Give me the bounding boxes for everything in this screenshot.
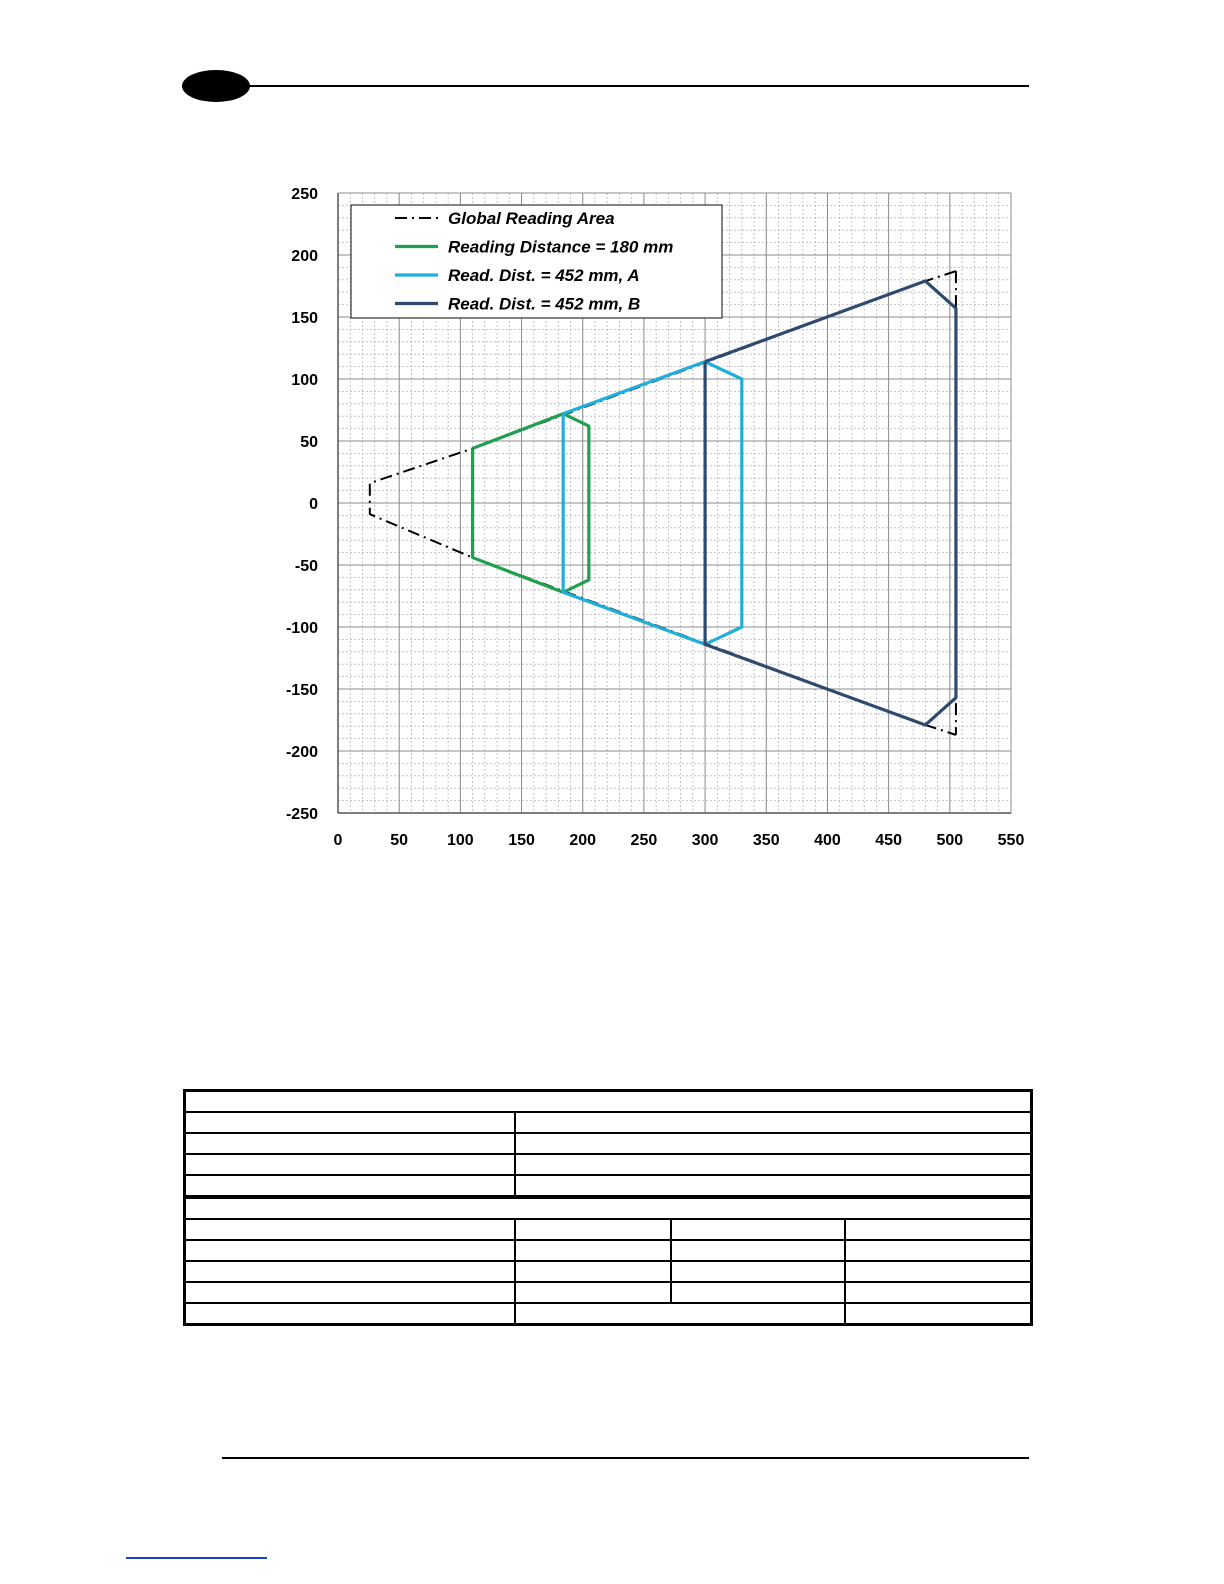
specifications-table [183,1089,1033,1326]
legend-label: Reading Distance = 180 mm [448,237,674,257]
table-cell [515,1261,671,1282]
x-tick-label: 400 [814,832,841,849]
table-cell [671,1282,845,1303]
table-row [185,1112,1032,1133]
table-cell [185,1303,515,1325]
x-tick-label: 450 [875,832,902,849]
y-tick-label: 0 [309,496,318,513]
y-tick-label: -250 [285,806,318,823]
y-tick-label: -100 [285,620,318,637]
table-row [185,1091,1032,1113]
table-cell [845,1219,1032,1240]
table-cell [515,1112,1032,1133]
table-row [185,1303,1032,1325]
footer-rule [222,1457,1029,1459]
table-cell [185,1240,515,1261]
table-row [185,1282,1032,1303]
y-tick-label: 50 [300,434,318,451]
table-cell [185,1133,515,1154]
table-cell [845,1261,1032,1282]
table-cell [845,1282,1032,1303]
x-tick-label: 50 [390,832,409,849]
table-cell [515,1240,671,1261]
table-cell [515,1303,845,1325]
x-tick-label: 550 [997,832,1025,849]
y-tick-label: 250 [291,186,318,203]
y-tick-label: 100 [291,372,318,389]
table-row [185,1154,1032,1175]
x-tick-label: 150 [508,832,535,849]
footer-link-underline[interactable] [126,1557,267,1559]
legend-label: Read. Dist. = 452 mm, A [448,266,640,285]
table-row [185,1261,1032,1282]
table-cell [185,1091,1032,1113]
table-cell [515,1219,671,1240]
table-row [185,1219,1032,1240]
table-cell [185,1154,515,1175]
x-tick-label: 350 [752,832,780,849]
table-cell [515,1282,671,1303]
table-cell [185,1175,515,1197]
table-cell [845,1240,1032,1261]
y-tick-label: -150 [285,682,318,699]
x-tick-label: 300 [691,832,719,849]
y-tick-label: -200 [285,744,318,761]
table-cell [671,1261,845,1282]
y-tick-label: 200 [291,248,318,265]
table-cell [185,1261,515,1282]
legend-label: Read. Dist. = 452 mm, B [448,294,641,314]
table-row [185,1240,1032,1261]
table-cell [671,1219,845,1240]
x-tick-label: 100 [447,832,474,849]
x-tick-label: 200 [569,832,597,849]
table-cell [515,1154,1032,1175]
table-row [185,1175,1032,1197]
table-cell [185,1197,1032,1219]
table-cell [515,1133,1032,1154]
table-cell [185,1282,515,1303]
x-tick-label: 250 [630,832,658,849]
x-tick-label: 500 [936,832,964,849]
table-cell [185,1219,515,1240]
table-cell [845,1303,1032,1325]
y-tick-label: 150 [291,310,318,327]
y-tick-label: -50 [294,558,318,575]
x-tick-label: 0 [333,832,343,849]
chart-legend [351,205,722,318]
table-cell [515,1175,1032,1197]
table-row [185,1133,1032,1154]
table-row [185,1197,1032,1219]
table-cell [185,1112,515,1133]
table-cell [671,1240,845,1261]
legend-label: Global Reading Area [448,209,615,228]
